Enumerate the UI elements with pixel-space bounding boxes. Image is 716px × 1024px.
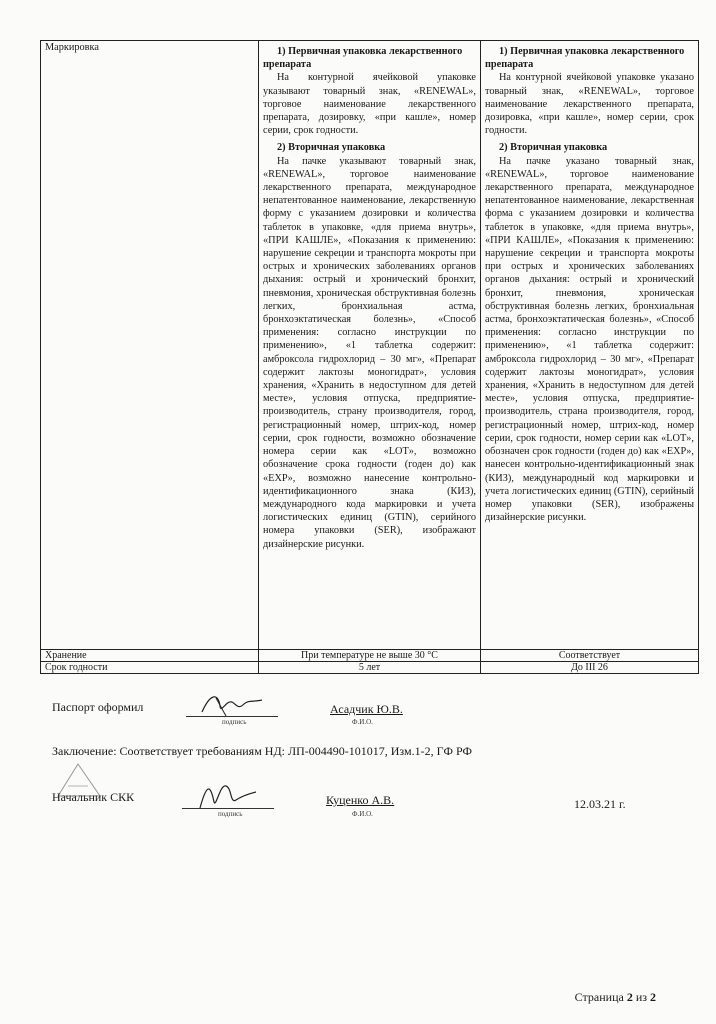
shelf-life-result: До III 26 [481,662,699,674]
spec-secondary-text: На пачке указывают товарный знак, «RENEWAL», торговое наименование лекарственного препарата, международное непатентованное наименование, лекарственную форму с указанием дозировки и количества таблеток в упаковке, «для приема внутрь», «ПРИ КАШЛЕ», «Показания к применению: нарушение секреции и транспорта мокроты при острых и хронических заболеваниях органов дыхания: острый и хронический бронхит, пневмония, хроническая обструктивная болезнь легких, бронхиальная астма, бронхоэктатическая болезнь», «Способ применения: согласно инструкции по применению», «1 таблетка содержит: амброксола гидрохлорид – 30 мг», «Препарат содержит лактозы моногидрат», условия хранения, «Хранить в недоступном для детей месте», условия отпуска, предприятие-производитель, страну производителя, город, регистрационный номер, штрих-код, номер серии, срок годности, возможно обозначение номера серии как «LOT», возможно обозначение срока годности (годен до) как «EXP», возможно нанесение контрольно-идентификационного знака (КИЗ), международного кода маркировки и учета логистических единиц (GTIN), серийного номера упаковки (SER), изображают дизайнерские рисунки. [263,155,476,550]
passport-label: Паспорт оформил [52,700,144,714]
passport-signature-caption: подпись [222,718,247,726]
page-number: 2 [626,990,633,1004]
head-name: Куценко А.В. [326,793,395,807]
marking-result-cell [481,41,699,650]
head-signature-caption: подпись [218,810,243,818]
storage-label: Хранение [41,650,259,662]
passport-signature-line [186,716,278,717]
page-word: Страница [574,990,624,1004]
spec-primary-title: 1) Первичная упаковка лекарственного препарата [263,46,463,71]
table-row-marking [41,41,699,650]
result-secondary-title: 2) Вторичная упаковка [499,142,608,154]
passport-fio-caption: Ф.И.О. [352,718,373,726]
shelf-life-label: Срок годности [41,662,259,674]
head-signature-line [182,808,274,809]
passport-name: Асадчик Ю.В. [330,702,403,716]
specification-table [40,40,699,674]
spec-primary-text: На контурной ячейковой упаковке указывают товарный знак, «RENEWAL», торговое наименование лекарственного препарата, дозировку, «при кашле», номер серии, срок годности. [263,72,476,137]
head-label: Начальник СКК [52,790,135,804]
table-row-shelf-life [41,662,699,674]
table-row-storage [41,650,699,662]
document-date: 12.03.21 г. [574,797,626,811]
head-fio-caption: Ф.И.О. [352,810,373,818]
marking-spec-cell [259,41,481,650]
of-word: из [635,990,647,1004]
head-signature [192,776,262,812]
result-primary-text: На контурной ячейковой упаковке указано товарный знак, «RENEWAL», торговое наименование лекарственного препарата, дозировка, «при кашле», номер серии, срок годности. [485,72,694,137]
result-primary-title: 1) Первичная упаковка лекарственного препарата [485,46,685,71]
page-total: 2 [650,990,656,1004]
result-secondary-text: На пачке указано товарный знак, «RENEWAL», торговое наименование лекарственного препарата, международное непатентованное наименование, лекарственная форма с указанием дозировки и количества таблеток в упаковке, «для приема внутрь», «ПРИ КАШЛЕ», «Показания к применению: нарушение секреции и транспорта мокроты при острых и хронических заболеваниях органов дыхания: острый и хронический бронхит, пневмония, хроническая обструктивная болезнь легких, бронхиальная астма, бронхоэктатическая болезнь», «Способ применения: согласно инструкции по применению», «1 таблетка содержит: амброксола гидрохлорид – 30 мг», «Препарат содержит лактозы моногидрат», условия хранения, «Хранить в недоступном для детей месте», условия отпуска, предприятие-производитель, страна производителя, город, регистрационный номер, штрих-код, номер серии, срок годности, номер серии как «LOT», обозначен срок годности (годен до) как «EXP», нанесен контрольно-идентификационный знак (КИЗ), международный код маркировки и учета логистических единиц (GTIN), серийный номер упаковки (SER), изображены дизайнерские рисунки. [485,155,694,524]
spec-secondary-title: 2) Вторичная упаковка [277,142,386,154]
page-footer [575,990,656,1005]
shelf-life-spec: 5 лет [259,662,481,674]
storage-spec: При температуре не выше 30 °С [259,650,481,662]
marking-label: Маркировка [45,42,99,53]
marking-label-cell [41,41,259,650]
conclusion-text: Заключение: Соответствует требованиям НД: ЛП-004490-101017, Изм.1-2, ГФ РФ [52,744,472,758]
storage-result: Соответствует [481,650,699,662]
